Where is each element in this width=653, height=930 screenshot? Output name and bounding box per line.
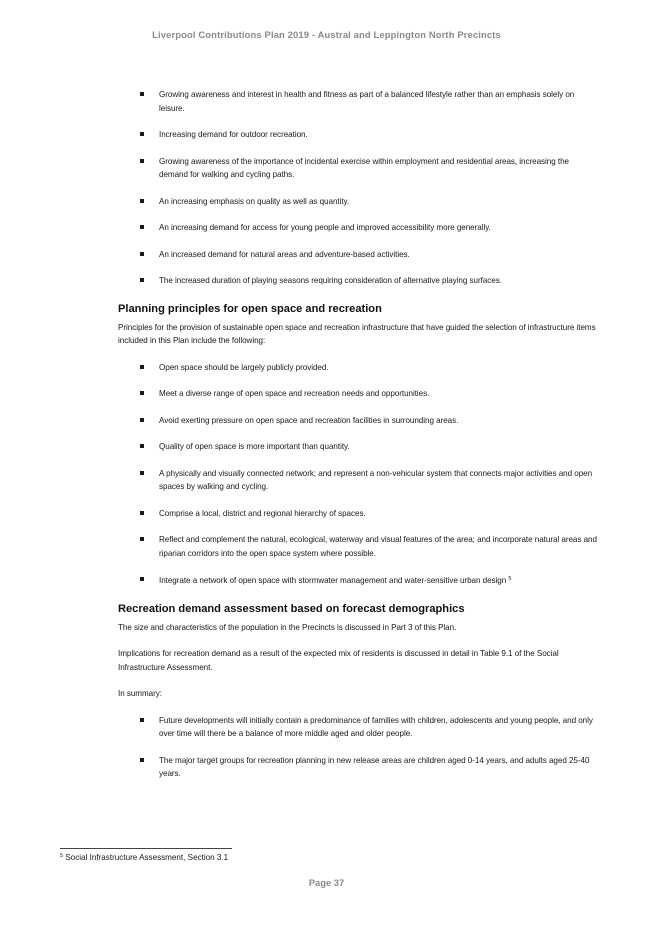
- footnote-divider: [60, 848, 232, 849]
- list-item: Future developments will initially contain a predominance of families with children, adolescents and young people, and only over time will there be a balance of more middle aged and older people.: [118, 714, 600, 741]
- trends-list: [118, 88, 600, 288]
- list-item-text: Integrate a network of open space with stormwater management and water-sensitive urban design: [159, 576, 507, 585]
- planning-principles-list: [118, 361, 600, 588]
- list-item: Avoid exerting pressure on open space and recreation facilities in surrounding areas.: [118, 414, 600, 428]
- list-item: A physically and visually connected network; and represent a non-vehicular system that connects major activities and open spaces by walking and cycling.: [118, 467, 600, 494]
- planning-intro: Principles for the provision of sustainable open space and recreation infrastructure that have guided the selection of infrastructure items included in this Plan include the following:: [118, 322, 596, 345]
- page-content: [118, 88, 600, 794]
- list-item: The major target groups for recreation planning in new release areas are children aged 0-14 years, and adults aged 25-40 years.: [118, 754, 600, 781]
- list-item: Open space should be largely publicly provided.: [118, 361, 600, 375]
- page-number: Page 37: [308, 877, 345, 888]
- footnote-number: 5: [60, 853, 64, 859]
- paragraph: Implications for recreation demand as a result of the expected mix of residents is discussed in detail in Table 9.1 of the Social Infrastructure Assessment.: [118, 649, 559, 672]
- recreation-summary-list: [118, 714, 600, 781]
- list-item: Growing awareness of the importance of incidental exercise within employment and residential areas, increasing the demand for walking and cycling paths.: [118, 155, 600, 182]
- planning-principles-heading: Planning principles for open space and recreation: [118, 302, 382, 315]
- paragraph: The size and characteristics of the population in the Precincts is discussed in Part 3 of this Plan.: [118, 622, 457, 632]
- list-item: Reflect and complement the natural, ecological, waterway and visual features of the area; and incorporate natural areas and riparian corridors into the open space system where possible.: [118, 533, 600, 560]
- recreation-demand-heading: Recreation demand assessment based on forecast demographics: [118, 602, 465, 615]
- list-item: Increasing demand for outdoor recreation.: [118, 128, 600, 142]
- list-item: Comprise a local, district and regional hierarchy of spaces.: [118, 507, 600, 521]
- list-item: Quality of open space is more important than quantity.: [118, 440, 600, 454]
- list-item: Growing awareness and interest in health and fitness as part of a balanced lifestyle rather than an emphasis solely on leisure.: [118, 88, 600, 115]
- list-item: An increasing emphasis on quality as well as quantity.: [118, 195, 600, 209]
- paragraph: In summary:: [118, 689, 162, 698]
- footnote-text: Social Infrastructure Assessment, Section 3.1: [65, 853, 229, 862]
- footnote-ref[interactable]: 5: [508, 576, 512, 582]
- list-item: An increased demand for natural areas and adventure-based activities.: [118, 248, 600, 262]
- running-header: Liverpool Contributions Plan 2019 - Austral and Leppington North Precincts: [152, 29, 501, 40]
- list-item: An increasing demand for access for young people and improved accessibility more generally.: [118, 221, 600, 235]
- footnote: [60, 853, 228, 862]
- list-item: Meet a diverse range of open space and recreation needs and opportunities.: [118, 387, 600, 401]
- list-item: The increased duration of playing seasons requiring consideration of alternative playing surfaces.: [118, 274, 600, 288]
- list-item: [118, 573, 600, 588]
